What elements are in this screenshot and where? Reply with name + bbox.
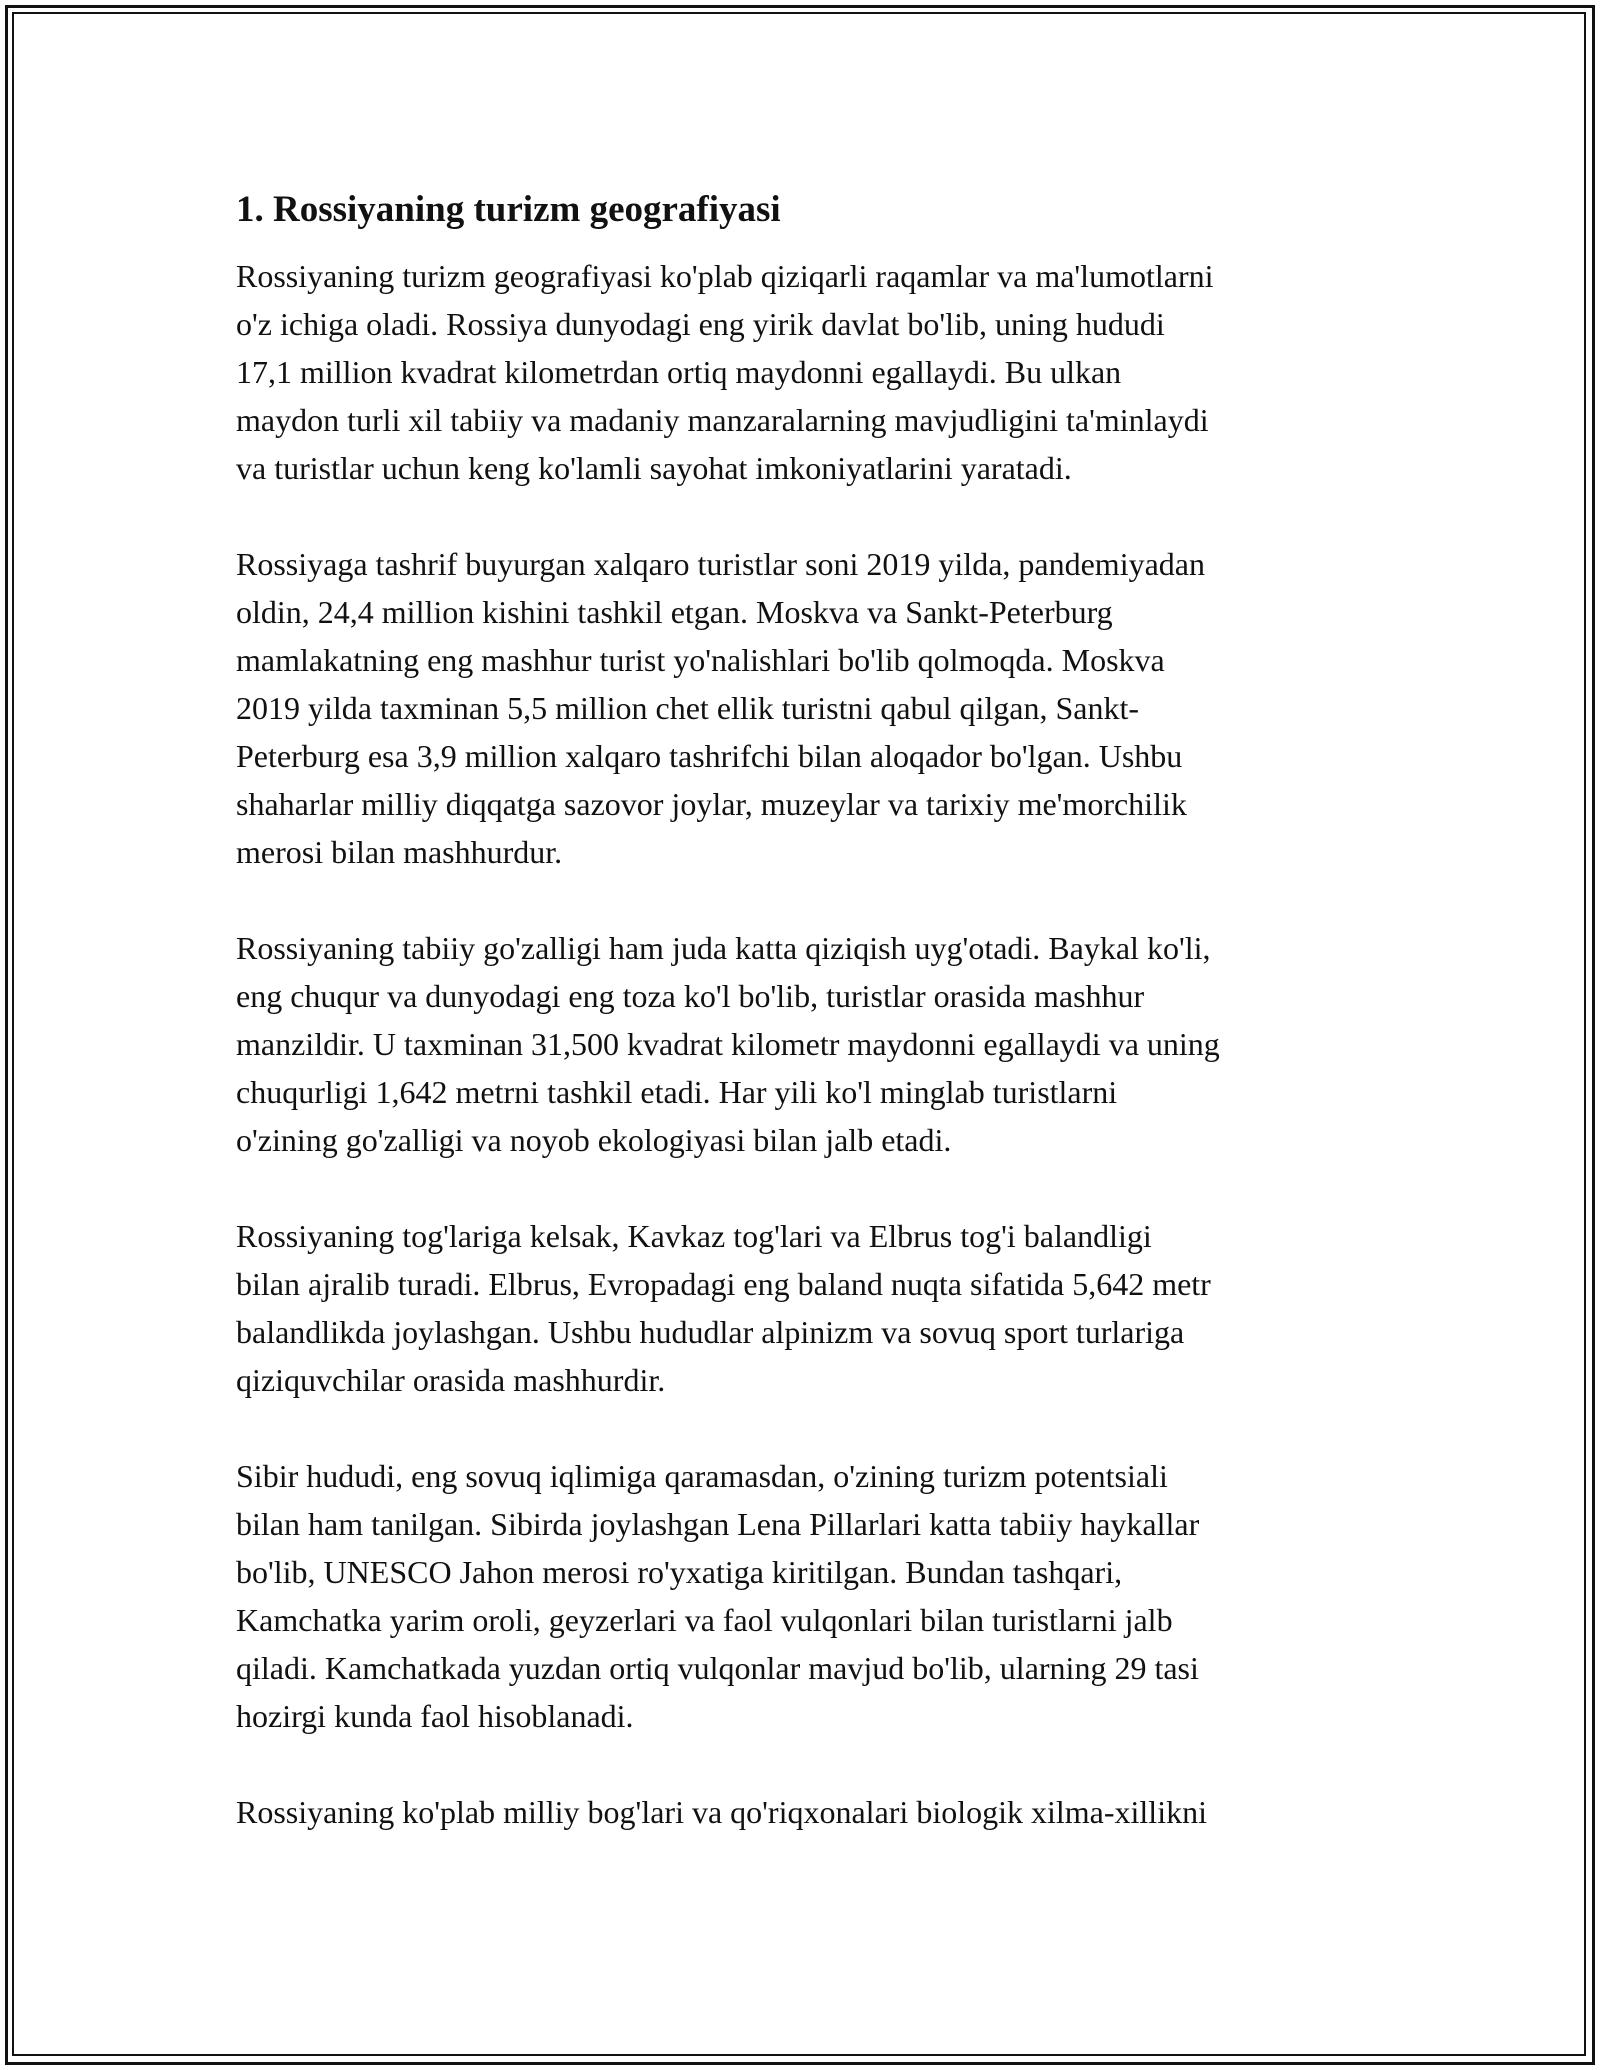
- text-line: Rossiyaning tog'lariga kelsak, Kavkaz tog'lari va Elbrus tog'i balandligi: [236, 1218, 1152, 1254]
- text-line: shaharlar milliy diqqatga sazovor joylar, muzeylar va tarixiy me'morchilik: [236, 786, 1187, 822]
- text-line: Rossiyaning ko'plab milliy bog'lari va qo'riqxonalari biologik xilma-xillikni: [236, 1794, 1207, 1830]
- text-line: va turistlar uchun keng ko'lamli sayohat imkoniyatlarini yaratadi.: [236, 450, 1072, 486]
- document-body: [236, 186, 1376, 1884]
- text-line: o'z ichiga oladi. Rossiya dunyodagi eng yirik davlat bo'lib, uning hududi: [236, 306, 1165, 342]
- text-line: qiladi. Kamchatkada yuzdan ortiq vulqonlar mavjud bo'lib, ularning 29 tasi: [236, 1650, 1199, 1686]
- text-line: Kamchatka yarim oroli, geyzerlari va faol vulqonlari bilan turistlarni jalb: [236, 1602, 1173, 1638]
- text-line: Rossiyaga tashrif buyurgan xalqaro turistlar soni 2019 yilda, pandemiyadan: [236, 546, 1205, 582]
- text-line: oldin, 24,4 million kishini tashkil etgan. Moskva va Sankt-Peterburg: [236, 594, 1113, 630]
- text-line: mamlakatning eng mashhur turist yo'nalishlari bo'lib qolmoqda. Moskva: [236, 642, 1165, 678]
- paragraph-mountains: [236, 1212, 1376, 1404]
- text-line: bilan ham tanilgan. Sibirda joylashgan Lena Pillarlari katta tabiiy haykallar: [236, 1506, 1200, 1542]
- text-line: qiziquvchilar orasida mashhurdir.: [236, 1362, 666, 1398]
- text-line: chuqurligi 1,642 metrni tashkil etadi. Har yili ko'l minglab turistlarni: [236, 1074, 1118, 1110]
- text-line: o'zining go'zalligi va noyob ekologiyasi bilan jalb etadi.: [236, 1122, 952, 1158]
- paragraph-tourist-numbers: [236, 540, 1376, 876]
- text-line: 17,1 million kvadrat kilometrdan ortiq maydonni egallaydi. Bu ulkan: [236, 354, 1122, 390]
- text-line: Peterburg esa 3,9 million xalqaro tashrifchi bilan aloqador bo'lgan. Ushbu: [236, 738, 1183, 774]
- text-line: hozirgi kunda faol hisoblanadi.: [236, 1698, 634, 1734]
- text-line: maydon turli xil tabiiy va madaniy manzaralarning mavjudligini ta'minlaydi: [236, 402, 1209, 438]
- text-line: balandlikda joylashgan. Ushbu hududlar alpinizm va sovuq sport turlariga: [236, 1314, 1185, 1350]
- text-line: eng chuqur va dunyodagi eng toza ko'l bo'lib, turistlar orasida mashhur: [236, 978, 1145, 1014]
- paragraph-area-intro: [236, 252, 1376, 492]
- paragraph-siberia: [236, 1452, 1376, 1740]
- page-title: 1. Rossiyaning turizm geografiyasi: [236, 189, 781, 230]
- text-line: 2019 yilda taxminan 5,5 million chet ellik turistni qabul qilgan, Sankt-: [236, 690, 1139, 726]
- paragraph-national-parks: [236, 1788, 1376, 1836]
- text-line: manzildir. U taxminan 31,500 kvadrat kilometr maydonni egallaydi va uning: [236, 1026, 1220, 1062]
- text-line: merosi bilan mashhurdur.: [236, 834, 563, 870]
- text-line: bilan ajralib turadi. Elbrus, Evropadagi eng baland nuqta sifatida 5,642 metr: [236, 1266, 1211, 1302]
- text-line: Rossiyaning tabiiy go'zalligi ham juda katta qiziqish uyg'otadi. Baykal ko'li,: [236, 930, 1211, 966]
- text-line: bo'lib, UNESCO Jahon merosi ro'yxatiga kiritilgan. Bundan tashqari,: [236, 1554, 1123, 1590]
- paragraph-baikal: [236, 924, 1376, 1164]
- text-line: Sibir hududi, eng sovuq iqlimiga qaramasdan, o'zining turizm potentsiali: [236, 1458, 1168, 1494]
- text-line: Rossiyaning turizm geografiyasi ko'plab qiziqarli raqamlar va ma'lumotlarni: [236, 258, 1214, 294]
